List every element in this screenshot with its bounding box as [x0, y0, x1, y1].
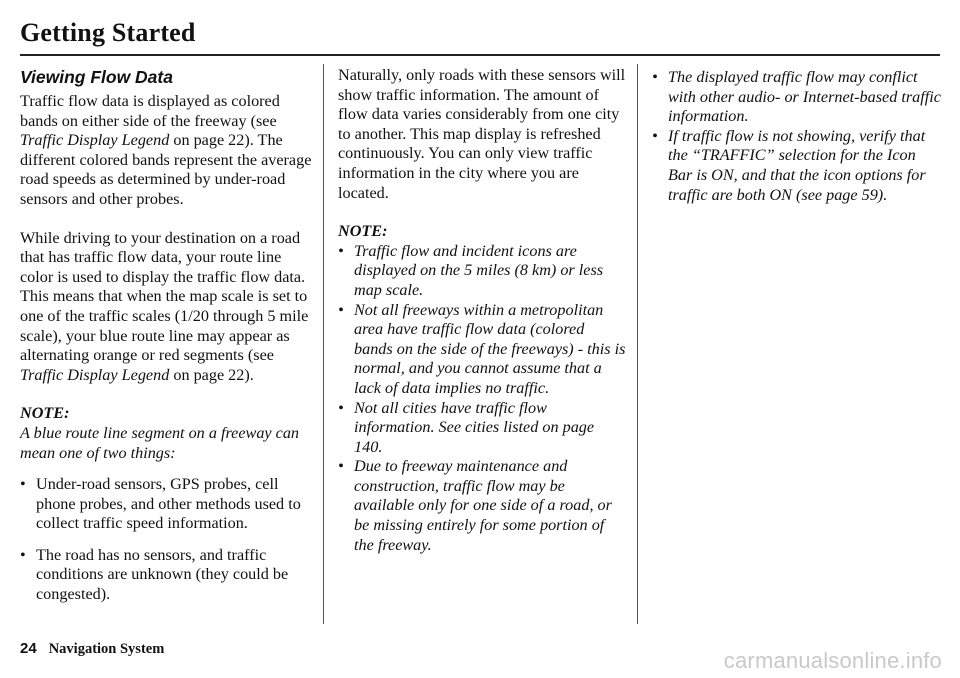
list-item: • Not all cities have traffic flow information. See cities listed on page 140.: [338, 399, 626, 458]
column-divider: [323, 64, 324, 624]
title-divider: [20, 54, 940, 56]
cross-reference-link: Traffic Display Legend: [20, 131, 170, 150]
manual-title: Navigation System: [48, 641, 165, 657]
page-number: 24: [20, 640, 37, 657]
list-item: • Traffic flow and incident icons are displayed on the 5 miles (8 km) or less map scale.: [338, 242, 626, 301]
note-label: NOTE:: [20, 404, 70, 423]
paragraph-route-line: While driving to your destination on a road that has traffic flow data, your route line color is used to display the traffic flow data. This means that when the map scale is set to one of the traffic scales (1/20 through 5 mile scale), your blue route line may appear as alternating orange or red segments (see Traffic Display Legend on page 22).: [20, 228, 309, 384]
column-right: [652, 66, 944, 217]
note-bullet-list: [652, 68, 944, 205]
list-item: • Not all freeways within a metropolitan area have traffic flow data (colored bands on the side of the freeways) - this is normal, and you cannot assume that a lack of data implies no traffic.: [338, 301, 626, 399]
note-bullet-list: [338, 242, 626, 556]
column-left: [20, 66, 312, 617]
list-item: • The road has no sensors, and traffic conditions are unknown (they could be congested).: [20, 546, 312, 605]
page-footer: [20, 640, 164, 658]
page-title: Getting Started: [20, 18, 196, 47]
paragraph-sensors: Naturally, only roads with these sensors will show traffic information. The amount of flow data varies considerably from one city to another. This map display is refreshed continuously. You can only view traffic information in the city where you are located.: [338, 66, 626, 202]
watermark: carmanualsonline.info: [723, 648, 942, 673]
note-bullet-list: [20, 475, 312, 605]
section-heading: Viewing Flow Data: [20, 67, 173, 87]
note-intro: A blue route line segment on a freeway can mean one of two things:: [20, 423, 300, 462]
list-item: • The displayed traffic flow may conflict with other audio- or Internet-based traffic information.: [652, 68, 944, 127]
list-item: • If traffic flow is not showing, verify that the “TRAFFIC” selection for the Icon Bar is ON, and that the icon options for traffic are both ON (see page 59).: [652, 127, 944, 205]
note-label: NOTE:: [338, 222, 388, 241]
list-item: • Under-road sensors, GPS probes, cell phone probes, and other methods used to collect traffic speed information.: [20, 475, 312, 534]
column-middle: [338, 66, 626, 567]
cross-reference-link: Traffic Display Legend: [20, 365, 170, 384]
column-divider: [637, 64, 638, 624]
list-item: • Due to freeway maintenance and construction, traffic flow may be available only for one side of a road, or be missing entirely for some portion of the freeway.: [338, 457, 626, 555]
paragraph-flow-data: Traffic flow data is displayed as colored bands on either side of the freeway (see Traffic Display Legend on page 22). The different colored bands represent the average road speeds as determined by under-road sensors and other probes.: [20, 92, 312, 208]
